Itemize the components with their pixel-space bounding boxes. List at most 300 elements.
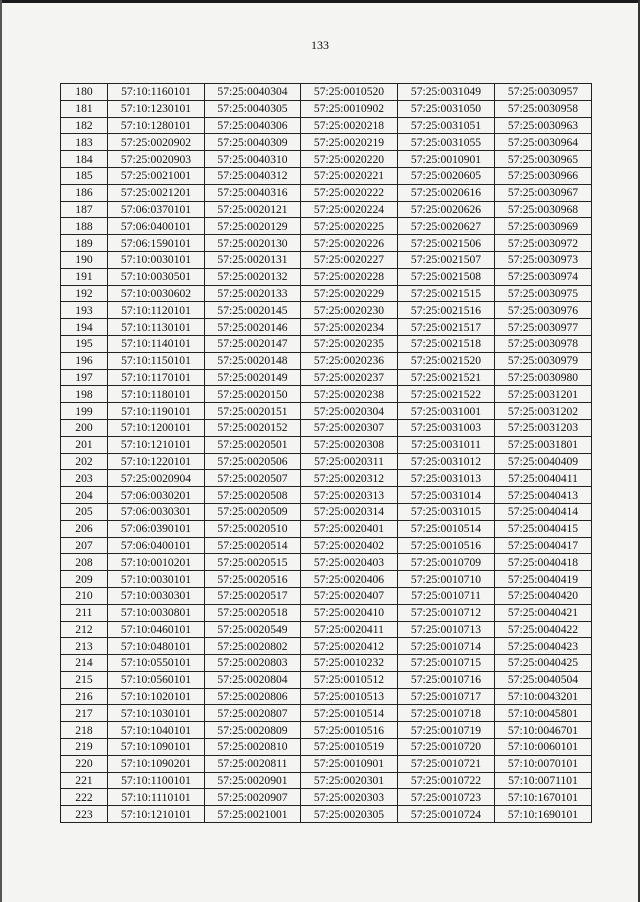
- cadastral-cell: 57:25:0020403: [301, 554, 398, 571]
- cadastral-cell: 57:25:0010715: [398, 655, 495, 672]
- cadastral-cell: 57:25:0020407: [301, 587, 398, 604]
- cadastral-cell: 57:25:0020227: [301, 251, 398, 268]
- cadastral-cell: 57:25:0020224: [301, 201, 398, 218]
- cadastral-cell: 57:10:0010201: [108, 554, 205, 571]
- table-row: [61, 688, 592, 705]
- table-row: [61, 302, 592, 319]
- row-number-cell: 199: [61, 403, 108, 420]
- cadastral-cell: 57:25:0020410: [301, 604, 398, 621]
- row-number-cell: 196: [61, 352, 108, 369]
- table-row: [61, 419, 592, 436]
- table-row: [61, 503, 592, 520]
- cadastral-cell: 57:25:0020236: [301, 352, 398, 369]
- cadastral-cell: 57:25:0010512: [301, 671, 398, 688]
- cadastral-cell: 57:25:0020129: [205, 218, 301, 235]
- cadastral-cell: 57:25:0021507: [398, 251, 495, 268]
- row-number-cell: 207: [61, 537, 108, 554]
- cadastral-cell: 57:25:0030973: [495, 251, 592, 268]
- cadastral-cell: 57:10:1670101: [495, 789, 592, 806]
- cadastral-cell: 57:06:1590101: [108, 235, 205, 252]
- table-row: [61, 453, 592, 470]
- row-number-cell: 180: [61, 84, 108, 101]
- cadastral-cell: 57:06:0400101: [108, 537, 205, 554]
- cadastral-cell: 57:25:0010901: [301, 755, 398, 772]
- cadastral-cell: 57:10:1040101: [108, 722, 205, 739]
- row-number-cell: 189: [61, 235, 108, 252]
- cadastral-cell: 57:25:0031001: [398, 403, 495, 420]
- cadastral-cell: 57:25:0020313: [301, 487, 398, 504]
- cadastral-cell: 57:25:0040420: [495, 587, 592, 604]
- cadastral-cell: 57:10:1160101: [108, 84, 205, 101]
- cadastral-cell: 57:25:0040305: [205, 100, 301, 117]
- row-number-cell: 218: [61, 722, 108, 739]
- cadastral-cell: 57:25:0020802: [205, 638, 301, 655]
- cadastral-cell: 57:25:0010514: [398, 520, 495, 537]
- cadastral-cell: 57:25:0020804: [205, 671, 301, 688]
- cadastral-cell: 57:25:0020230: [301, 302, 398, 319]
- cadastral-cell: 57:25:0020516: [205, 571, 301, 588]
- cadastral-cell: 57:10:1200101: [108, 419, 205, 436]
- cadastral-cell: 57:25:0030976: [495, 302, 592, 319]
- cadastral-cell: 57:25:0021518: [398, 335, 495, 352]
- table-row: [61, 117, 592, 134]
- table-row: [61, 587, 592, 604]
- cadastral-cell: 57:25:0020902: [108, 134, 205, 151]
- cadastral-cell: 57:25:0020235: [301, 335, 398, 352]
- cadastral-cell: 57:10:0045801: [495, 705, 592, 722]
- row-number-cell: 222: [61, 789, 108, 806]
- cadastral-cell: 57:25:0031012: [398, 453, 495, 470]
- cadastral-cell: 57:25:0020305: [301, 806, 398, 823]
- cadastral-cell: 57:10:0070101: [495, 755, 592, 772]
- cadastral-cell: 57:25:0031202: [495, 403, 592, 420]
- cadastral-cell: 57:25:0010519: [301, 739, 398, 756]
- table-row: [61, 151, 592, 168]
- table-row: [61, 319, 592, 336]
- cadastral-cell: 57:25:0040409: [495, 453, 592, 470]
- cadastral-cell: 57:25:0020811: [205, 755, 301, 772]
- cadastral-cell: 57:25:0020627: [398, 218, 495, 235]
- cadastral-cell: 57:25:0020810: [205, 739, 301, 756]
- cadastral-cell: 57:25:0010723: [398, 789, 495, 806]
- cadastral-cell: 57:25:0040414: [495, 503, 592, 520]
- cadastral-cell: 57:25:0021521: [398, 369, 495, 386]
- cadastral-cell: 57:25:0020132: [205, 268, 301, 285]
- table-row: [61, 84, 592, 101]
- table-row: [61, 285, 592, 302]
- cadastral-cell: 57:25:0031003: [398, 419, 495, 436]
- cadastral-cell: 57:25:0031055: [398, 134, 495, 151]
- table-row: [61, 251, 592, 268]
- cadastral-cell: 57:25:0020501: [205, 436, 301, 453]
- cadastral-cell: 57:25:0030957: [495, 84, 592, 101]
- cadastral-cell: 57:25:0010714: [398, 638, 495, 655]
- cadastral-cell: 57:10:0071101: [495, 772, 592, 789]
- cadastral-cell: 57:06:0400101: [108, 218, 205, 235]
- cadastral-cell: 57:10:1230101: [108, 100, 205, 117]
- cadastral-cell: 57:25:0031801: [495, 436, 592, 453]
- table-row: [61, 268, 592, 285]
- table-row: [61, 739, 592, 756]
- row-number-cell: 195: [61, 335, 108, 352]
- cadastral-cell: 57:25:0020234: [301, 319, 398, 336]
- table-row: [61, 184, 592, 201]
- row-number-cell: 186: [61, 184, 108, 201]
- cadastral-cell: 57:10:0560101: [108, 671, 205, 688]
- cadastral-cell: 57:25:0020509: [205, 503, 301, 520]
- cadastral-cell: 57:25:0020616: [398, 184, 495, 201]
- cadastral-cell: 57:25:0031050: [398, 100, 495, 117]
- cadastral-cell: 57:25:0010232: [301, 655, 398, 672]
- cadastral-cell: 57:25:0020221: [301, 167, 398, 184]
- cadastral-cell: 57:25:0010712: [398, 604, 495, 621]
- cadastral-cell: 57:25:0021522: [398, 386, 495, 403]
- cadastral-cell: 57:25:0020809: [205, 722, 301, 739]
- row-number-cell: 192: [61, 285, 108, 302]
- row-number-cell: 204: [61, 487, 108, 504]
- cadastral-cell: 57:10:1110101: [108, 789, 205, 806]
- cadastral-cell: 57:25:0030969: [495, 218, 592, 235]
- cadastral-cell: 57:25:0020806: [205, 688, 301, 705]
- cadastral-cell: 57:25:0010722: [398, 772, 495, 789]
- table-row: [61, 537, 592, 554]
- cadastral-cell: 57:10:0030501: [108, 268, 205, 285]
- cadastral-cell: 57:25:0030975: [495, 285, 592, 302]
- row-number-cell: 181: [61, 100, 108, 117]
- table-row: [61, 235, 592, 252]
- cadastral-cell: 57:10:1090201: [108, 755, 205, 772]
- cadastral-cell: 57:25:0010721: [398, 755, 495, 772]
- table-row: [61, 487, 592, 504]
- cadastral-cell: 57:25:0031015: [398, 503, 495, 520]
- cadastral-cell: 57:25:0020151: [205, 403, 301, 420]
- cadastral-cell: 57:25:0020508: [205, 487, 301, 504]
- table-row: [61, 554, 592, 571]
- table-row: [61, 571, 592, 588]
- cadastral-cell: 57:25:0020307: [301, 419, 398, 436]
- row-number-cell: 214: [61, 655, 108, 672]
- table-body: [61, 84, 592, 823]
- cadastral-cell: 57:25:0020518: [205, 604, 301, 621]
- cadastral-cell: 57:10:1030101: [108, 705, 205, 722]
- cadastral-cell: 57:25:0020507: [205, 470, 301, 487]
- cadastral-cell: 57:25:0040306: [205, 117, 301, 134]
- cadastral-cell: 57:25:0040418: [495, 554, 592, 571]
- cadastral-cell: 57:10:1280101: [108, 117, 205, 134]
- cadastral-cell: 57:25:0021516: [398, 302, 495, 319]
- row-number-cell: 183: [61, 134, 108, 151]
- cadastral-cell: 57:25:0040310: [205, 151, 301, 168]
- cadastral-cell: 57:06:0030301: [108, 503, 205, 520]
- cadastral-cell: 57:25:0021508: [398, 268, 495, 285]
- cadastral-cell: 57:25:0030977: [495, 319, 592, 336]
- cadastral-cell: 57:10:0030801: [108, 604, 205, 621]
- cadastral-cell: 57:10:1210101: [108, 436, 205, 453]
- row-number-cell: 193: [61, 302, 108, 319]
- cadastral-cell: 57:10:1180101: [108, 386, 205, 403]
- cadastral-cell: 57:25:0020226: [301, 235, 398, 252]
- row-number-cell: 185: [61, 167, 108, 184]
- cadastral-cell: 57:25:0020237: [301, 369, 398, 386]
- cadastral-cell: 57:25:0040425: [495, 655, 592, 672]
- cadastral-cell: 57:25:0040415: [495, 520, 592, 537]
- cadastral-cell: 57:10:1690101: [495, 806, 592, 823]
- cadastral-cell: 57:25:0020222: [301, 184, 398, 201]
- row-number-cell: 209: [61, 571, 108, 588]
- cadastral-cell: 57:25:0020219: [301, 134, 398, 151]
- cadastral-cell: 57:25:0040504: [495, 671, 592, 688]
- cadastral-cell: 57:25:0030958: [495, 100, 592, 117]
- cadastral-cell: 57:10:0060101: [495, 739, 592, 756]
- cadastral-cell: 57:25:0010516: [301, 722, 398, 739]
- cadastral-cell: 57:25:0020145: [205, 302, 301, 319]
- cadastral-cell: 57:10:0030101: [108, 571, 205, 588]
- cadastral-cell: 57:25:0021515: [398, 285, 495, 302]
- cadastral-cell: 57:10:0030301: [108, 587, 205, 604]
- row-number-cell: 219: [61, 739, 108, 756]
- table-row: [61, 369, 592, 386]
- cadastral-cell: 57:25:0010516: [398, 537, 495, 554]
- scan-top-edge: [0, 0, 640, 3]
- cadastral-cell: 57:25:0021201: [108, 184, 205, 201]
- table-row: [61, 167, 592, 184]
- cadastral-cell: 57:25:0020312: [301, 470, 398, 487]
- cadastral-cell: 57:25:0020301: [301, 772, 398, 789]
- cadastral-cell: 57:10:0480101: [108, 638, 205, 655]
- cadastral-cell: 57:25:0020150: [205, 386, 301, 403]
- row-number-cell: 200: [61, 419, 108, 436]
- row-number-cell: 211: [61, 604, 108, 621]
- row-number-cell: 206: [61, 520, 108, 537]
- table-row: [61, 470, 592, 487]
- cadastral-cell: 57:25:0020146: [205, 319, 301, 336]
- row-number-cell: 220: [61, 755, 108, 772]
- cadastral-cell: 57:25:0031203: [495, 419, 592, 436]
- cadastral-cell: 57:25:0031011: [398, 436, 495, 453]
- cadastral-cell: 57:25:0020401: [301, 520, 398, 537]
- cadastral-cell: 57:25:0040421: [495, 604, 592, 621]
- cadastral-cell: 57:25:0020147: [205, 335, 301, 352]
- table-row: [61, 705, 592, 722]
- cadastral-cell: 57:25:0020406: [301, 571, 398, 588]
- table-row: [61, 403, 592, 420]
- row-number-cell: 187: [61, 201, 108, 218]
- cadastral-cell: 57:25:0040417: [495, 537, 592, 554]
- row-number-cell: 205: [61, 503, 108, 520]
- cadastral-cell: 57:25:0010713: [398, 621, 495, 638]
- table-row: [61, 638, 592, 655]
- table-row: [61, 621, 592, 638]
- cadastral-cell: 57:25:0031051: [398, 117, 495, 134]
- cadastral-cell: 57:25:0040422: [495, 621, 592, 638]
- cadastral-cell: 57:25:0030967: [495, 184, 592, 201]
- cadastral-cell: 57:25:0020121: [205, 201, 301, 218]
- cadastral-cell: 57:25:0031201: [495, 386, 592, 403]
- cadastral-cell: 57:25:0020148: [205, 352, 301, 369]
- cadastral-cell: 57:25:0010711: [398, 587, 495, 604]
- table-row: [61, 201, 592, 218]
- cadastral-cell: 57:10:0046701: [495, 722, 592, 739]
- row-number-cell: 197: [61, 369, 108, 386]
- cadastral-cell: 57:25:0030966: [495, 167, 592, 184]
- cadastral-cell: 57:25:0031014: [398, 487, 495, 504]
- cadastral-cell: 57:25:0021001: [108, 167, 205, 184]
- cadastral-cell: 57:10:1220101: [108, 453, 205, 470]
- row-number-cell: 210: [61, 587, 108, 604]
- cadastral-cell: 57:25:0010513: [301, 688, 398, 705]
- cadastral-cell: 57:25:0020304: [301, 403, 398, 420]
- table-row: [61, 772, 592, 789]
- row-number-cell: 216: [61, 688, 108, 705]
- cadastral-cell: 57:25:0020303: [301, 789, 398, 806]
- cadastral-cell: 57:25:0030978: [495, 335, 592, 352]
- row-number-cell: 212: [61, 621, 108, 638]
- row-number-cell: 188: [61, 218, 108, 235]
- cadastral-cell: 57:25:0021001: [205, 806, 301, 823]
- cadastral-cell: 57:25:0040411: [495, 470, 592, 487]
- cadastral-cell: 57:25:0040413: [495, 487, 592, 504]
- table-row: [61, 352, 592, 369]
- cadastral-cell: 57:10:1210101: [108, 806, 205, 823]
- row-number-cell: 202: [61, 453, 108, 470]
- cadastral-cell: 57:25:0020605: [398, 167, 495, 184]
- table-row: [61, 335, 592, 352]
- cadastral-cell: 57:10:0030101: [108, 251, 205, 268]
- cadastral-cell: 57:25:0040419: [495, 571, 592, 588]
- cadastral-cell: 57:25:0020903: [108, 151, 205, 168]
- cadastral-cell: 57:25:0020907: [205, 789, 301, 806]
- row-number-cell: 223: [61, 806, 108, 823]
- cadastral-cell: 57:25:0030974: [495, 268, 592, 285]
- cadastral-cell: 57:25:0020412: [301, 638, 398, 655]
- scan-left-edge: [0, 0, 2, 902]
- table-row: [61, 655, 592, 672]
- cadastral-cell: 57:25:0020149: [205, 369, 301, 386]
- row-number-cell: 190: [61, 251, 108, 268]
- cadastral-cell: 57:25:0010716: [398, 671, 495, 688]
- cadastral-cell: 57:25:0020131: [205, 251, 301, 268]
- cadastral-cell: 57:25:0020308: [301, 436, 398, 453]
- row-number-cell: 182: [61, 117, 108, 134]
- cadastral-cell: 57:06:0390101: [108, 520, 205, 537]
- cadastral-cell: 57:10:1090101: [108, 739, 205, 756]
- cadastral-cell: 57:10:1170101: [108, 369, 205, 386]
- cadastral-number-table: [60, 83, 592, 823]
- cadastral-cell: 57:25:0010717: [398, 688, 495, 705]
- cadastral-cell: 57:25:0020152: [205, 419, 301, 436]
- cadastral-cell: 57:25:0020228: [301, 268, 398, 285]
- row-number-cell: 203: [61, 470, 108, 487]
- cadastral-cell: 57:06:0370101: [108, 201, 205, 218]
- cadastral-cell: 57:25:0021517: [398, 319, 495, 336]
- cadastral-cell: 57:10:1150101: [108, 352, 205, 369]
- cadastral-cell: 57:25:0020311: [301, 453, 398, 470]
- cadastral-cell: 57:25:0020510: [205, 520, 301, 537]
- cadastral-cell: 57:25:0020901: [205, 772, 301, 789]
- row-number-cell: 215: [61, 671, 108, 688]
- table-row: [61, 520, 592, 537]
- row-number-cell: 184: [61, 151, 108, 168]
- cadastral-cell: 57:25:0040309: [205, 134, 301, 151]
- cadastral-cell: 57:25:0010514: [301, 705, 398, 722]
- cadastral-cell: 57:25:0030972: [495, 235, 592, 252]
- cadastral-cell: 57:25:0031013: [398, 470, 495, 487]
- cadastral-cell: 57:25:0020517: [205, 587, 301, 604]
- cadastral-cell: 57:25:0020515: [205, 554, 301, 571]
- cadastral-cell: 57:25:0020220: [301, 151, 398, 168]
- row-number-cell: 208: [61, 554, 108, 571]
- row-number-cell: 194: [61, 319, 108, 336]
- cadastral-cell: 57:25:0010724: [398, 806, 495, 823]
- table-row: [61, 789, 592, 806]
- cadastral-cell: 57:25:0020506: [205, 453, 301, 470]
- cadastral-cell: 57:25:0020626: [398, 201, 495, 218]
- cadastral-cell: 57:25:0020238: [301, 386, 398, 403]
- cadastral-cell: 57:25:0020218: [301, 117, 398, 134]
- cadastral-cell: 57:25:0020549: [205, 621, 301, 638]
- cadastral-cell: 57:25:0020807: [205, 705, 301, 722]
- cadastral-cell: 57:25:0020411: [301, 621, 398, 638]
- row-number-cell: 198: [61, 386, 108, 403]
- cadastral-cell: 57:25:0030964: [495, 134, 592, 151]
- cadastral-cell: 57:10:1130101: [108, 319, 205, 336]
- cadastral-cell: 57:25:0010718: [398, 705, 495, 722]
- cadastral-cell: 57:25:0040423: [495, 638, 592, 655]
- cadastral-cell: 57:25:0010709: [398, 554, 495, 571]
- cadastral-cell: 57:25:0030979: [495, 352, 592, 369]
- cadastral-cell: 57:10:1020101: [108, 688, 205, 705]
- cadastral-cell: 57:25:0010902: [301, 100, 398, 117]
- cadastral-cell: 57:25:0021506: [398, 235, 495, 252]
- row-number-cell: 201: [61, 436, 108, 453]
- row-number-cell: 213: [61, 638, 108, 655]
- table-row: [61, 218, 592, 235]
- cadastral-cell: 57:25:0030963: [495, 117, 592, 134]
- cadastral-cell: 57:25:0010720: [398, 739, 495, 756]
- row-number-cell: 217: [61, 705, 108, 722]
- row-number-cell: 221: [61, 772, 108, 789]
- cadastral-cell: 57:25:0010719: [398, 722, 495, 739]
- page-number: 133: [311, 38, 329, 52]
- cadastral-cell: 57:10:1100101: [108, 772, 205, 789]
- cadastral-cell: 57:25:0010901: [398, 151, 495, 168]
- cadastral-cell: 57:25:0010520: [301, 84, 398, 101]
- cadastral-cell: 57:10:0550101: [108, 655, 205, 672]
- table-row: [61, 386, 592, 403]
- cadastral-cell: 57:25:0020133: [205, 285, 301, 302]
- cadastral-cell: 57:06:0030201: [108, 487, 205, 504]
- cadastral-cell: 57:25:0020514: [205, 537, 301, 554]
- cadastral-cell: 57:25:0020314: [301, 503, 398, 520]
- cadastral-cell: 57:10:1120101: [108, 302, 205, 319]
- cadastral-cell: 57:25:0020402: [301, 537, 398, 554]
- cadastral-cell: 57:10:1190101: [108, 403, 205, 420]
- cadastral-cell: 57:10:1140101: [108, 335, 205, 352]
- cadastral-cell: 57:25:0021520: [398, 352, 495, 369]
- cadastral-cell: 57:25:0010710: [398, 571, 495, 588]
- table-row: [61, 134, 592, 151]
- table-row: [61, 806, 592, 823]
- table-row: [61, 604, 592, 621]
- cadastral-cell: 57:25:0020229: [301, 285, 398, 302]
- cadastral-cell: 57:25:0030968: [495, 201, 592, 218]
- cadastral-cell: 57:25:0040312: [205, 167, 301, 184]
- cadastral-cell: 57:25:0020225: [301, 218, 398, 235]
- cadastral-cell: 57:25:0020803: [205, 655, 301, 672]
- cadastral-cell: 57:25:0031049: [398, 84, 495, 101]
- cadastral-cell: 57:25:0020130: [205, 235, 301, 252]
- table-row: [61, 755, 592, 772]
